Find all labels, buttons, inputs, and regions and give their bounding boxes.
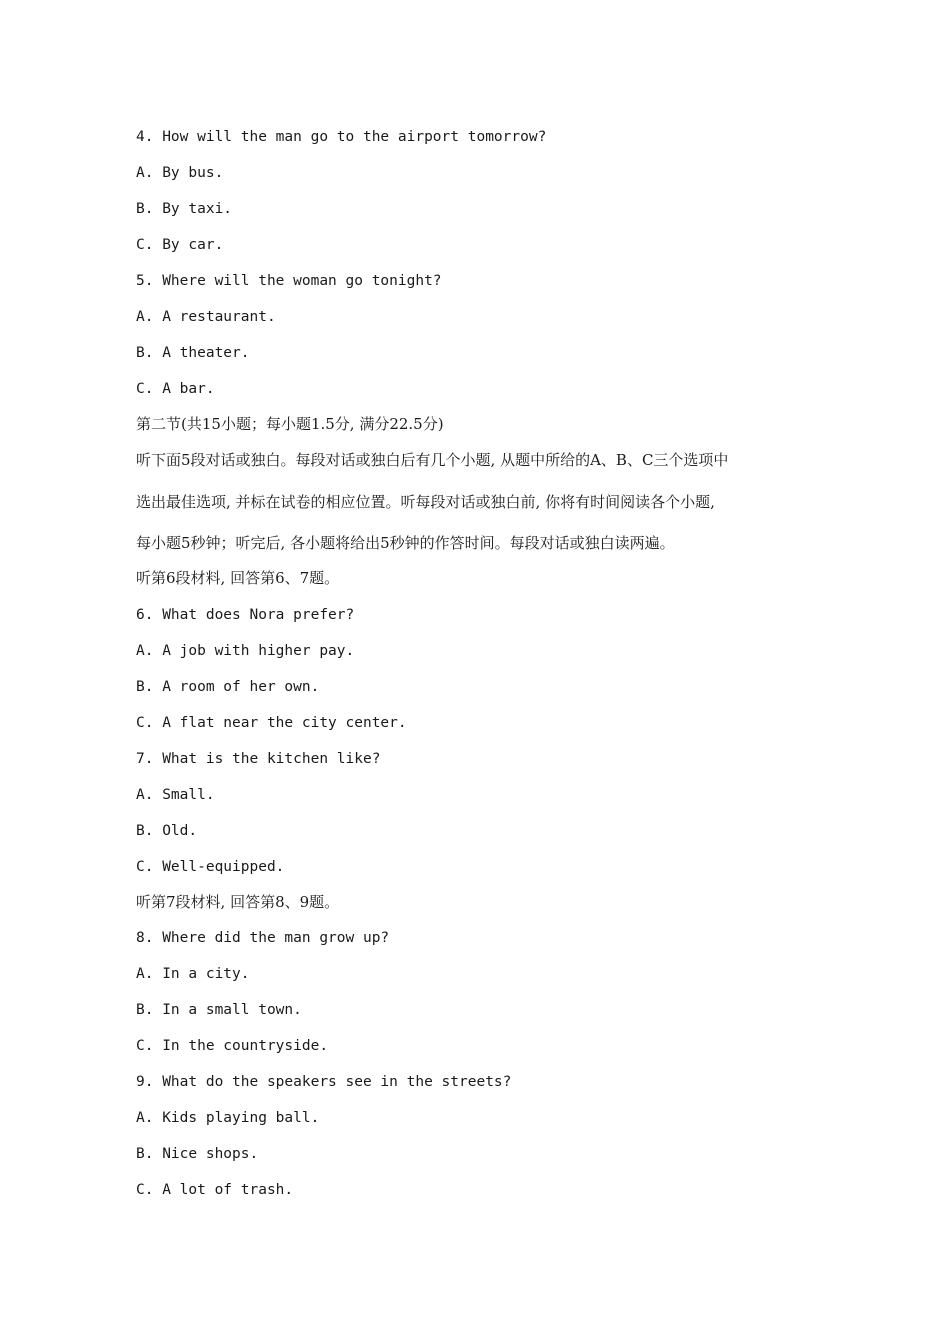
question-6-option-c: C. A flat near the city center. <box>136 715 407 731</box>
section-heading: 第二节(共15小题；每小题1.5分, 满分22.5分) <box>136 415 444 433</box>
question-6: 6. What does Nora prefer? <box>136 607 355 623</box>
instructions-line-2: 选出最佳选项, 并标在试卷的相应位置。听每段对话或独白前, 你将有时间阅读各个小题, <box>136 493 715 511</box>
question-8-option-b: B. In a small town. <box>136 1002 302 1018</box>
question-6-option-a: A. A job with higher pay. <box>136 643 355 659</box>
question-4-option-a: A. By bus. <box>136 165 224 181</box>
question-9-option-a: A. Kids playing ball. <box>136 1110 320 1126</box>
question-4-option-b: B. By taxi. <box>136 201 233 217</box>
question-8-option-c: C. In the countryside. <box>136 1038 329 1054</box>
question-8: 8. Where did the man grow up? <box>136 930 390 946</box>
instructions-line-3: 每小题5秒钟；听完后, 各小题将给出5秒钟的作答时间。每段对话或独白读两遍。 <box>136 534 675 552</box>
question-5-option-a: A. A restaurant. <box>136 309 276 325</box>
question-8-option-a: A. In a city. <box>136 966 250 982</box>
question-7: 7. What is the kitchen like? <box>136 751 381 767</box>
question-7-option-a: A. Small. <box>136 787 215 803</box>
material-6-heading: 听第6段材料, 回答第6、7题。 <box>136 569 340 587</box>
question-9: 9. What do the speakers see in the streets? <box>136 1074 512 1090</box>
question-6-option-b: B. A room of her own. <box>136 679 320 695</box>
question-5: 5. Where will the woman go tonight? <box>136 273 442 289</box>
question-9-option-c: C. A lot of trash. <box>136 1182 294 1198</box>
question-4: 4. How will the man go to the airport tomorrow? <box>136 129 547 145</box>
material-7-heading: 听第7段材料, 回答第8、9题。 <box>136 893 340 911</box>
question-5-option-c: C. A bar. <box>136 381 215 397</box>
question-9-option-b: B. Nice shops. <box>136 1146 259 1162</box>
question-7-option-c: C. Well-equipped. <box>136 859 285 875</box>
question-5-option-b: B. A theater. <box>136 345 250 361</box>
question-4-option-c: C. By car. <box>136 237 224 253</box>
instructions-line-1: 听下面5段对话或独白。每段对话或独白后有几个小题, 从题中所给的A、B、C三个选项中 <box>136 451 729 469</box>
question-7-option-b: B. Old. <box>136 823 198 839</box>
